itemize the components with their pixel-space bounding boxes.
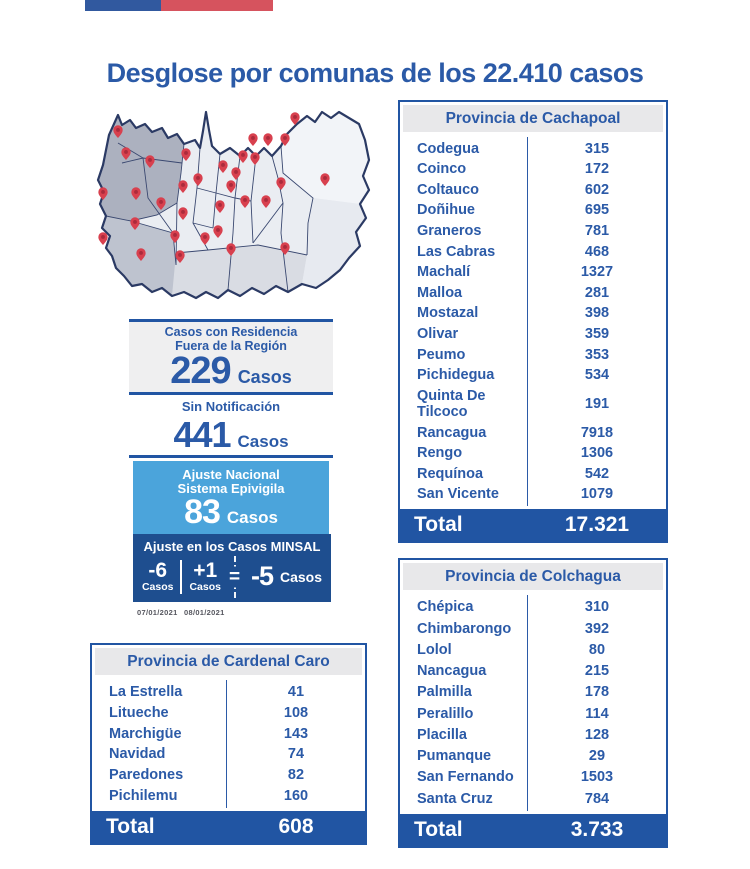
table-row xyxy=(400,285,666,301)
commune-name: Santa Cruz xyxy=(417,790,493,807)
commune-cases: 534 xyxy=(584,367,610,384)
total-value: 608 xyxy=(278,815,314,838)
commune-name: Nancagua xyxy=(417,663,487,680)
commune-cases: 29 xyxy=(588,748,606,765)
commune-cases: 160 xyxy=(283,788,309,805)
table-row xyxy=(400,642,666,658)
map-pin-icon xyxy=(248,133,257,146)
table-row xyxy=(400,706,666,722)
commune-cases: 602 xyxy=(584,181,610,198)
commune-name: Rengo xyxy=(417,445,463,462)
table-row xyxy=(400,161,666,177)
commune-name: Quinta De Tilcoco xyxy=(417,387,486,420)
flag-blue-segment xyxy=(85,0,161,11)
table-row xyxy=(92,684,365,700)
minsal-date-2: 08/01/2021 xyxy=(184,608,225,617)
commune-name: San Fernando xyxy=(417,769,514,786)
sin-notificacion-block xyxy=(129,400,333,453)
table-provincia-cardenal-caro xyxy=(90,643,367,845)
minsal-label: Ajuste en los Casos MINSAL xyxy=(143,538,321,554)
page-title: Desglose por comunas de los 22.410 casos xyxy=(106,58,644,88)
commune-cases: 781 xyxy=(584,223,610,240)
equals-sign: = xyxy=(228,566,241,587)
total-value: 3.733 xyxy=(570,818,624,841)
commune-name: Mostazal xyxy=(417,305,479,322)
table-row xyxy=(400,621,666,637)
commune-name: Chimbarongo xyxy=(417,620,512,637)
commune-cases: 310 xyxy=(584,599,610,616)
table-row xyxy=(400,347,666,363)
minsal-dashed-separator xyxy=(228,556,241,598)
commune-name: Navidad xyxy=(109,746,166,763)
commune-cases: 315 xyxy=(584,140,610,157)
commune-cases: 281 xyxy=(584,284,610,301)
commune-name: La Estrella xyxy=(109,683,183,700)
table-row xyxy=(400,425,666,441)
commune-name: Requínoa xyxy=(417,465,484,482)
table-body-cardenal-caro xyxy=(92,677,365,811)
commune-cases: 7918 xyxy=(580,424,614,441)
commune-cases: 114 xyxy=(585,705,609,722)
minsal-result: -5 xyxy=(250,561,273,591)
table-provincia-colchagua xyxy=(398,558,668,848)
table-row xyxy=(400,367,666,383)
table-body-cachapoal xyxy=(400,134,666,509)
minsal-item-2: +1 Casos xyxy=(189,559,221,594)
commune-name: Peumo xyxy=(417,346,466,363)
minsal-box xyxy=(133,534,331,602)
map-pin-icon xyxy=(98,232,107,245)
commune-cases: 82 xyxy=(287,767,305,784)
table-row xyxy=(400,182,666,198)
commune-cases: 108 xyxy=(283,704,309,721)
table-row xyxy=(400,141,666,157)
commune-name: Pichidegua xyxy=(417,367,495,384)
commune-cases: 542 xyxy=(584,465,610,482)
commune-name: Doñihue xyxy=(417,202,475,219)
commune-name: Paredones xyxy=(109,767,184,784)
divider-rule xyxy=(129,455,333,458)
commune-cases: 143 xyxy=(283,725,309,742)
residencia-box xyxy=(129,322,333,392)
table-row xyxy=(92,705,365,721)
table-row xyxy=(400,445,666,461)
epivigila-box xyxy=(133,461,329,534)
total-label: Total xyxy=(414,818,463,841)
minsal-result-unit: Casos xyxy=(280,568,323,585)
table-header-colchagua: Provincia de Colchagua xyxy=(403,563,663,590)
total-label: Total xyxy=(414,513,463,536)
epivigila-label: Ajuste Nacional Sistema Epivigila xyxy=(177,466,285,496)
table-row xyxy=(92,726,365,742)
table-row xyxy=(400,727,666,743)
table-body-colchagua xyxy=(400,592,666,814)
table-row xyxy=(400,684,666,700)
table-row xyxy=(400,264,666,280)
table-total-row-colchagua xyxy=(400,814,666,846)
chile-flag-bar xyxy=(85,0,273,11)
commune-cases: 353 xyxy=(584,346,610,363)
commune-cases: 1079 xyxy=(580,486,614,503)
table-row xyxy=(92,746,365,762)
minsal-item-1: -6 Casos xyxy=(141,559,174,594)
sin-notificacion-label: Sin Notificación xyxy=(181,399,281,414)
commune-name: Peralillo xyxy=(417,705,474,722)
table-header-cachapoal: Provincia de Cachapoal xyxy=(403,105,663,132)
table-row xyxy=(400,599,666,615)
table-header-cardenal-caro: Provincia de Cardenal Caro xyxy=(95,648,362,675)
commune-cases: 191 xyxy=(584,395,610,412)
commune-name: Machalí xyxy=(417,264,471,281)
commune-cases: 128 xyxy=(584,726,610,743)
commune-name: San Vicente xyxy=(417,486,499,503)
commune-cases: 178 xyxy=(584,684,610,701)
table-row xyxy=(400,202,666,218)
commune-cases: 359 xyxy=(584,326,610,343)
minsal-date-1: 07/01/2021 xyxy=(137,608,178,617)
residencia-label: Casos con Residencia Fuera de la Región xyxy=(164,325,298,353)
commune-name: Olivar xyxy=(417,326,459,343)
commune-cases: 468 xyxy=(584,243,610,260)
table-row xyxy=(400,486,666,502)
commune-cases: 784 xyxy=(584,790,610,807)
residencia-unit: Casos xyxy=(237,367,292,387)
commune-name: Pichilemu xyxy=(109,788,178,805)
table-row xyxy=(400,223,666,239)
commune-cases: 74 xyxy=(287,746,305,763)
commune-cases: 41 xyxy=(287,683,305,700)
table-total-row-cardenal-caro xyxy=(92,811,365,843)
commune-cases: 1503 xyxy=(580,769,614,786)
table-row xyxy=(400,244,666,260)
table-row xyxy=(400,388,666,420)
commune-name: Rancagua xyxy=(417,424,487,441)
table-row xyxy=(92,788,365,804)
commune-cases: 695 xyxy=(584,202,610,219)
commune-cases: 215 xyxy=(584,663,610,680)
minsal-separator xyxy=(180,560,182,594)
residencia-value: 229 xyxy=(170,350,231,392)
commune-name: Codegua xyxy=(417,140,480,157)
table-provincia-cachapoal xyxy=(398,100,668,543)
map-pin-icon xyxy=(263,133,272,146)
sin-notificacion-unit: Casos xyxy=(237,432,289,451)
table-row xyxy=(400,663,666,679)
flag-red-segment xyxy=(161,0,273,11)
epivigila-unit: Casos xyxy=(226,507,278,527)
total-value: 17.321 xyxy=(564,513,630,536)
commune-name: Chépica xyxy=(417,599,474,616)
sin-notificacion-value: 441 xyxy=(173,414,231,455)
commune-cases: 1327 xyxy=(580,264,614,281)
table-row xyxy=(400,466,666,482)
total-label: Total xyxy=(106,815,155,838)
divider-rule xyxy=(129,392,333,395)
commune-name: Coltauco xyxy=(417,181,480,198)
table-row xyxy=(400,791,666,807)
table-row xyxy=(400,748,666,764)
table-total-row-cachapoal xyxy=(400,509,666,541)
commune-name: Malloa xyxy=(417,284,463,301)
table-row xyxy=(400,769,666,785)
commune-cases: 392 xyxy=(584,620,610,637)
commune-name: Placilla xyxy=(417,726,467,743)
commune-name: Graneros xyxy=(417,223,482,240)
commune-name: Palmilla xyxy=(417,684,472,701)
table-row xyxy=(400,326,666,342)
table-row xyxy=(400,305,666,321)
region-map xyxy=(73,103,375,315)
table-row xyxy=(92,767,365,783)
commune-cases: 80 xyxy=(588,641,606,658)
commune-name: Las Cabras xyxy=(417,243,496,260)
commune-cases: 172 xyxy=(584,161,610,178)
commune-name: Litueche xyxy=(109,704,169,721)
epivigila-value: 83 xyxy=(184,492,220,531)
commune-name: Pumanque xyxy=(417,748,492,765)
commune-cases: 398 xyxy=(584,305,610,322)
commune-name: Coinco xyxy=(417,161,467,178)
commune-cases: 1306 xyxy=(580,445,614,462)
commune-name: Lolol xyxy=(417,641,452,658)
commune-name: Marchigüe xyxy=(109,725,182,742)
